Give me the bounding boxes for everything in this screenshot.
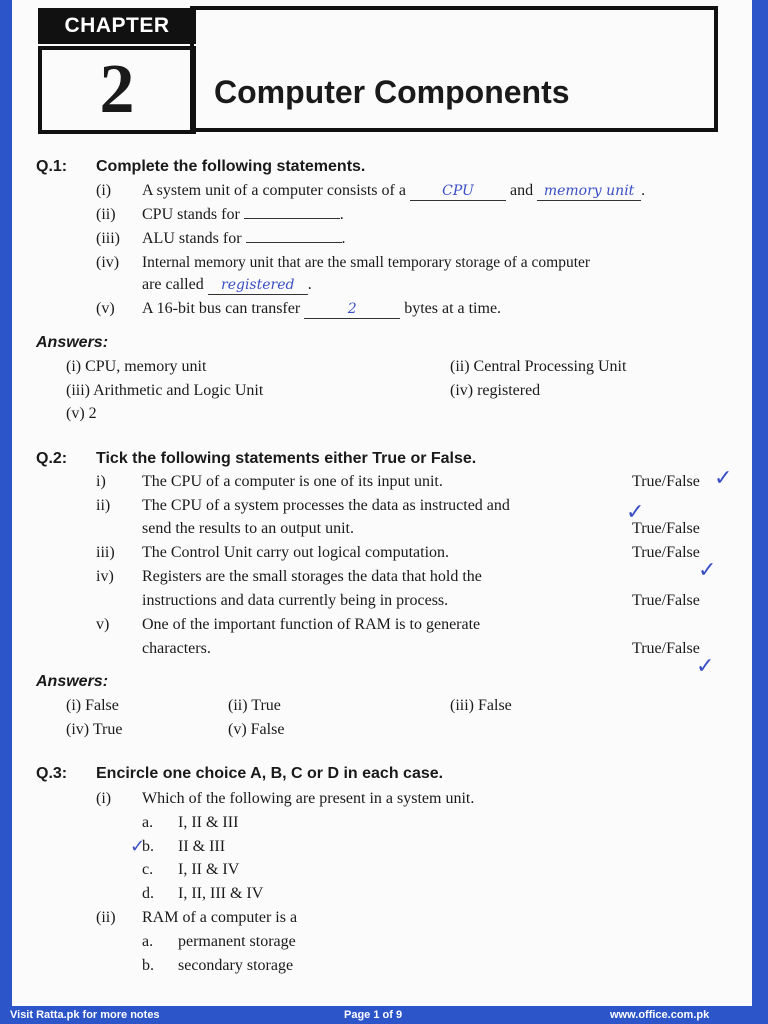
q1-item-3: ALU stands for . bbox=[142, 230, 346, 247]
q2-item-1-line-1: The CPU of a computer is one of its input unit. bbox=[142, 473, 443, 490]
q1-item-3-text: ALU stands for bbox=[142, 230, 242, 247]
q1-item-5-num: (v) bbox=[96, 300, 115, 317]
check-icon: ✓ bbox=[626, 500, 645, 525]
q1-item-2-text: CPU stands for bbox=[142, 206, 240, 223]
q2-item-2-choice: True/False bbox=[632, 520, 700, 537]
q3-item-1-num: (i) bbox=[96, 790, 112, 807]
q2-heading: Tick the following statements either True or False. bbox=[96, 450, 477, 467]
q3-heading: Encircle one choice A, B, C or D in each case. bbox=[96, 765, 444, 782]
q1-item-1-num: (i) bbox=[96, 182, 112, 199]
check-icon: ✓ bbox=[696, 654, 715, 679]
chapter-label: CHAPTER bbox=[38, 8, 196, 44]
q2-item-4-num: iv) bbox=[96, 568, 114, 585]
q1-item-2: CPU stands for . bbox=[142, 206, 344, 223]
q1-item-1: A system unit of a computer consists of a CPU and memory unit . bbox=[142, 182, 646, 199]
handwritten-answer: memory unit bbox=[543, 183, 635, 199]
q2-item-3-num: iii) bbox=[96, 544, 115, 561]
q3-item-1-option-a: I, II & III bbox=[178, 814, 239, 831]
q3-item-2-option-a: permanent storage bbox=[178, 933, 296, 950]
q2-item-3-line-1: The Control Unit carry out logical computation. bbox=[142, 544, 450, 561]
q1-item-5-text-b: bytes at a time. bbox=[404, 300, 502, 317]
q1-item-4-blank bbox=[208, 276, 308, 295]
chapter-number: 2 bbox=[38, 46, 196, 134]
q2-answer-1: (i) False bbox=[66, 697, 119, 714]
q2-item-3-choice: True/False bbox=[632, 544, 700, 561]
q3-item-1-option-b-letter: b. bbox=[142, 838, 154, 855]
q2-answers-heading: Answers: bbox=[36, 673, 109, 690]
q1-item-1-blank-b bbox=[537, 182, 641, 201]
q1-number: Q.1: bbox=[36, 158, 68, 175]
q3-item-1-option-a-letter: a. bbox=[142, 814, 154, 831]
q2-answer-4: (iv) True bbox=[66, 721, 123, 738]
q1-item-4-text: Internal memory unit that are the small temporary storage of a computer bbox=[142, 254, 591, 271]
q1-item-5 bbox=[142, 300, 501, 319]
q1-item-1-text-a: A system unit of a computer consists of a bbox=[142, 182, 406, 199]
footer-right[interactable]: www.office.com.pk bbox=[610, 1009, 710, 1021]
q2-item-5-choice: True/False bbox=[632, 640, 700, 657]
q1-answer-5: (v) 2 bbox=[66, 405, 97, 422]
q3-item-2-text: RAM of a computer is a bbox=[142, 909, 298, 926]
q1-item-2-blank bbox=[244, 218, 340, 219]
q1-item-4-line2: are called registered . bbox=[142, 276, 312, 293]
q3-item-1-option-b: II & III bbox=[178, 838, 226, 855]
q1-answers-heading: Answers: bbox=[36, 334, 109, 351]
handwritten-answer: CPU bbox=[442, 183, 474, 199]
q2-item-4-choice: True/False bbox=[632, 592, 700, 609]
q3-item-2-option-a-letter: a. bbox=[142, 933, 154, 950]
q1-item-5-text-a: A 16-bit bus can transfer bbox=[142, 300, 301, 317]
q3-item-1-option-c: I, II & IV bbox=[178, 861, 240, 878]
q1-item-4-num: (iv) bbox=[96, 254, 120, 271]
title-box bbox=[190, 6, 718, 132]
footer-bar bbox=[0, 1006, 768, 1024]
q2-item-5-num: v) bbox=[96, 616, 110, 633]
q1-answer-1: (i) CPU, memory unit bbox=[66, 358, 207, 375]
q3-item-2-num: (ii) bbox=[96, 909, 116, 926]
q1-answer-4: (iv) registered bbox=[450, 382, 541, 399]
q2-item-4-line-1: Registers are the small storages the data that hold the bbox=[142, 568, 482, 585]
footer-left[interactable]: Visit Ratta.pk for more notes bbox=[10, 1009, 160, 1021]
q2-answer-5: (v) False bbox=[228, 721, 285, 738]
q1-item-4-text2: are called bbox=[142, 276, 204, 293]
q3-item-2-option-b: secondary storage bbox=[178, 957, 294, 974]
q1-answer-3: (iii) Arithmetic and Logic Unit bbox=[66, 382, 264, 399]
handwritten-answer: registered bbox=[221, 277, 295, 293]
q2-item-1-num: i) bbox=[96, 473, 106, 490]
q2-item-4-line-2: instructions and data currently being in process. bbox=[142, 592, 449, 609]
q1-answer-2: (ii) Central Processing Unit bbox=[450, 358, 627, 375]
q2-item-1-choice: True/False bbox=[632, 473, 700, 490]
q2-number: Q.2: bbox=[36, 450, 68, 467]
q1-item-1-blank-a bbox=[410, 182, 506, 201]
q2-item-2-num: ii) bbox=[96, 497, 111, 514]
handwritten-answer: 2 bbox=[347, 301, 357, 317]
q3-number: Q.3: bbox=[36, 765, 68, 782]
q3-item-1-option-d-letter: d. bbox=[142, 885, 154, 902]
check-icon: ✓ bbox=[714, 466, 733, 491]
q2-item-5-line-1: One of the important function of RAM is to generate bbox=[142, 616, 481, 633]
q1-item-5-blank bbox=[304, 300, 400, 319]
q1-heading: Complete the following statements. bbox=[96, 158, 366, 175]
q1-item-1-text-b: and bbox=[509, 182, 534, 199]
q3-item-1-option-c-letter: c. bbox=[142, 861, 154, 878]
q3-item-2-option-b-letter: b. bbox=[142, 957, 154, 974]
footer-page-number: Page 1 of 9 bbox=[344, 1009, 403, 1021]
q1-item-3-num: (iii) bbox=[96, 230, 120, 247]
chapter-title: Computer Components bbox=[214, 74, 570, 110]
q1-item-3-blank bbox=[246, 242, 342, 243]
q3-item-1-text: Which of the following are present in a system unit. bbox=[142, 790, 475, 807]
q2-item-5-line-2: characters. bbox=[142, 640, 211, 657]
document-page bbox=[12, 0, 752, 1006]
q2-item-2-line-1: The CPU of a system processes the data as instructed and bbox=[142, 497, 510, 514]
q2-item-2-line-2: send the results to an output unit. bbox=[142, 520, 354, 537]
q2-answer-2: (ii) True bbox=[228, 697, 281, 714]
q3-item-1-option-d: I, II, III & IV bbox=[178, 885, 264, 902]
q1-item-2-num: (ii) bbox=[96, 206, 116, 223]
q2-answer-3: (iii) False bbox=[450, 697, 512, 714]
check-icon: ✓ bbox=[698, 558, 717, 583]
check-icon: ✓ bbox=[130, 836, 146, 857]
